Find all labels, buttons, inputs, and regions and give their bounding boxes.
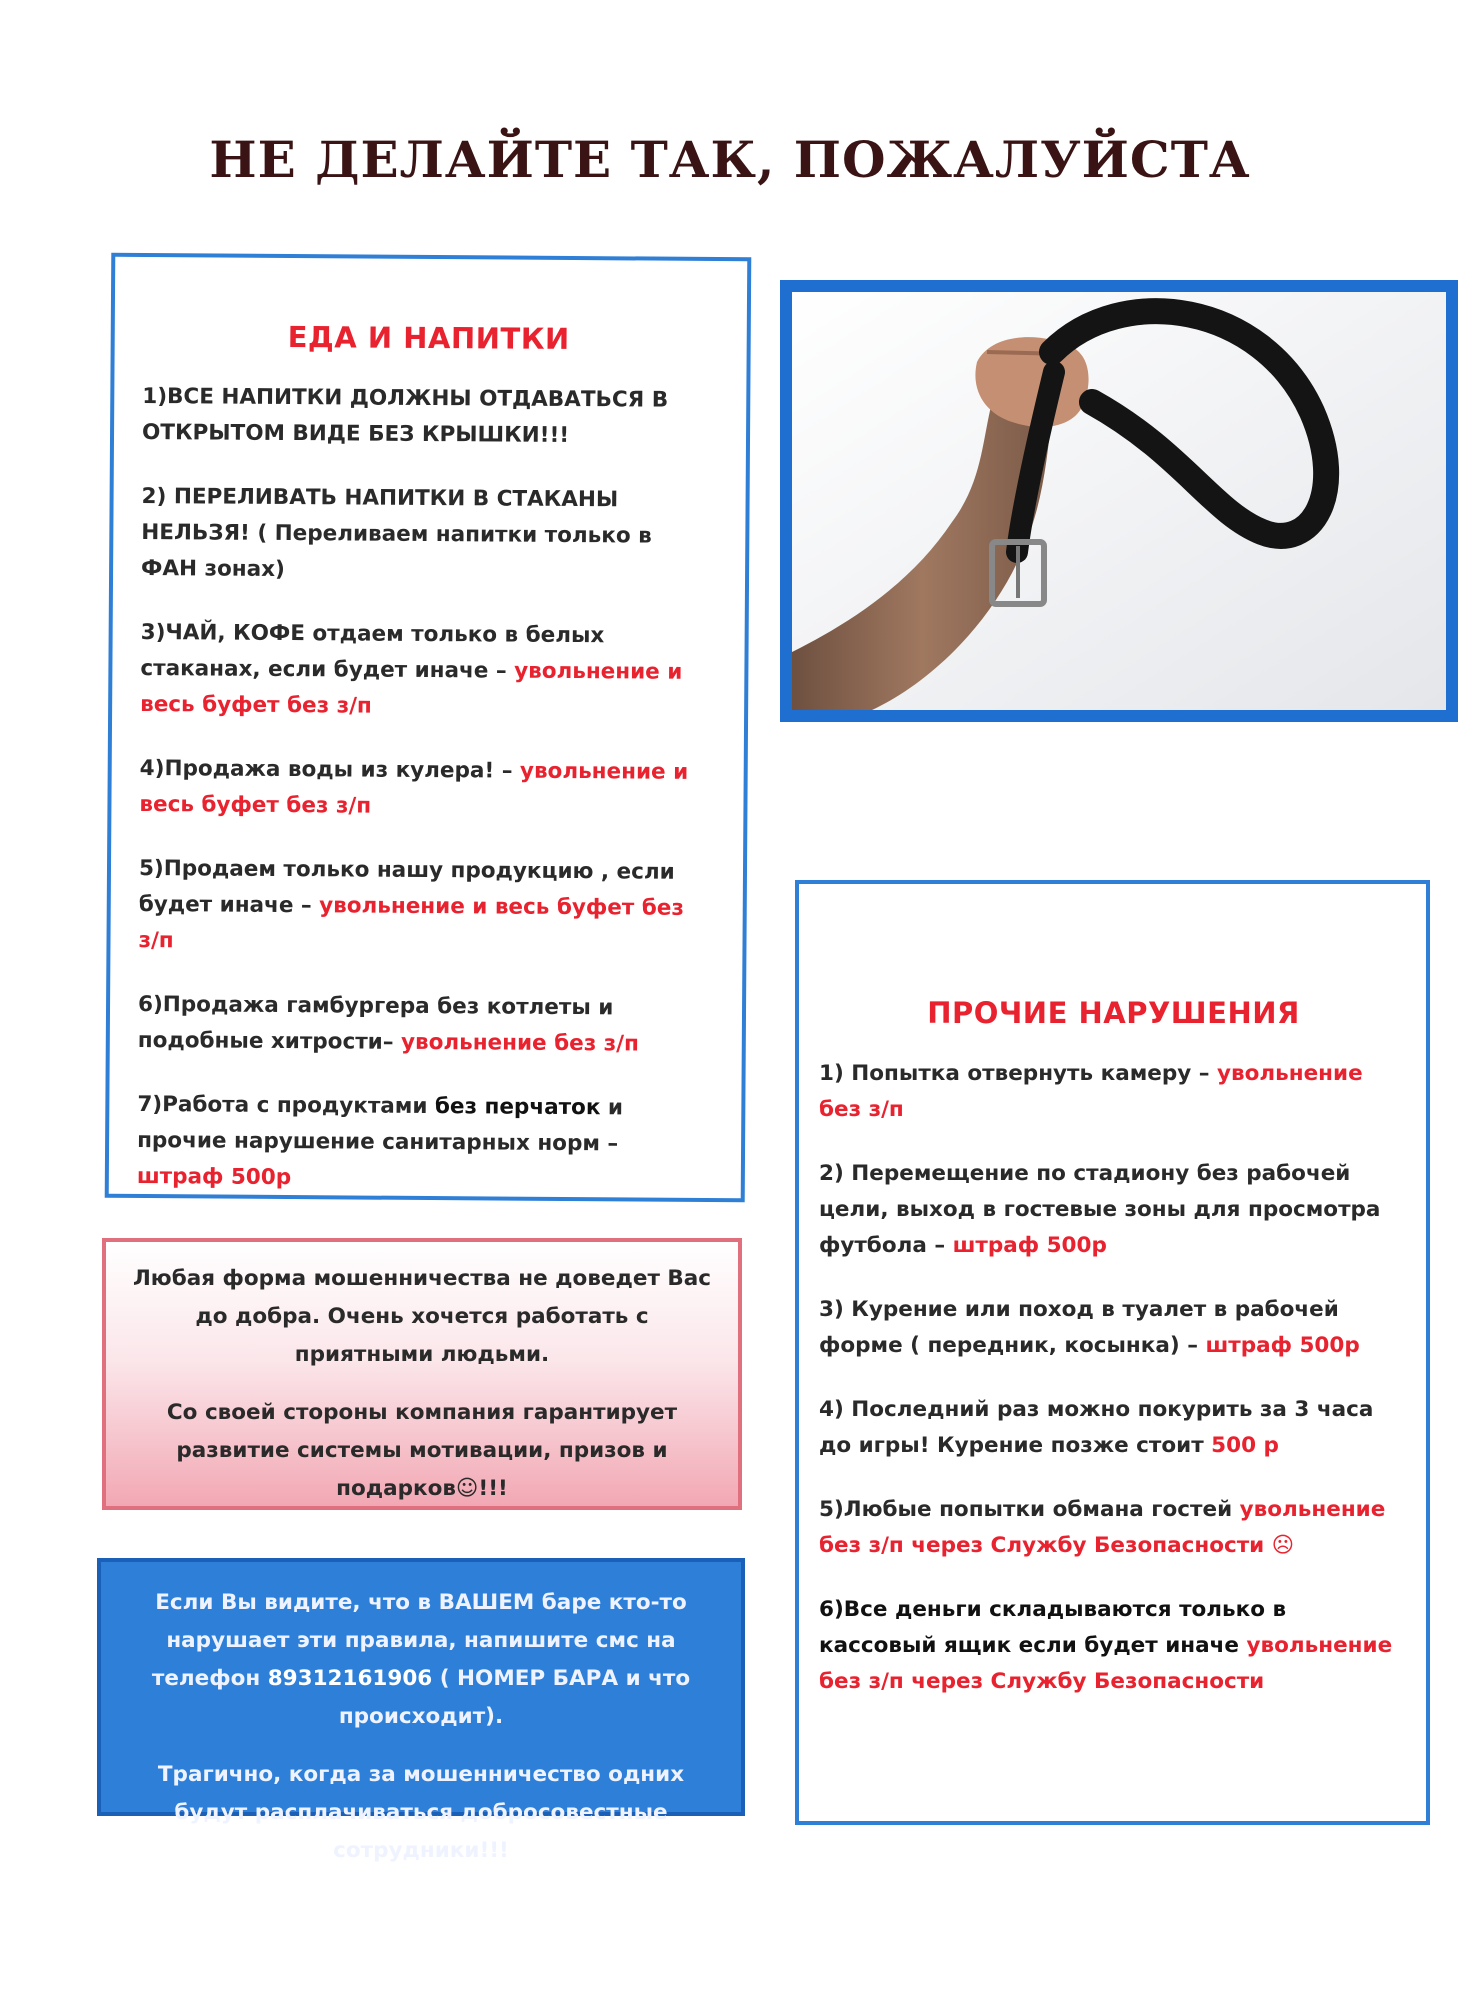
belt-photo: [780, 280, 1458, 722]
page-title: НЕ ДЕЛАЙТЕ ТАК, ПОЖАЛУЙСТА: [209, 130, 1251, 189]
food-rule-3: 3)ЧАЙ, КОФЕ отдаем только в белых стаканах, если будет иначе – увольнение и весь буфет без з/п: [140, 619, 683, 719]
other-violations-section: [795, 880, 1430, 1825]
penalty-text: штраф 500р: [952, 1233, 1107, 1258]
report-notice-text-2: Трагично, когда за мошенничество одних будут расплачиваться добросовестные сотрудники!!!: [157, 1762, 685, 1863]
penalty-text: увольнение без з/п: [819, 1061, 1363, 1122]
food-section-heading: ЕДА И НАПИТКИ: [287, 320, 570, 356]
penalty-text: увольнение и весь буфет без з/п: [140, 658, 683, 719]
food-rule-4: 4)Продажа воды из кулера! – увольнение и весь буфет без з/п: [139, 755, 689, 819]
penalty-text: штраф 500р: [1205, 1333, 1360, 1358]
food-rule-1: 1)ВСЕ НАПИТКИ ДОЛЖНЫ ОТДАВАТЬСЯ В ОТКРЫТОМ ВИДЕ БЕЗ КРЫШКИ!!!: [141, 383, 669, 448]
other-rule-3: 3) Курение или поход в туалет в рабочей форме ( передник, косынка) – штраф 500р: [819, 1297, 1360, 1358]
food-rule-2: 2) ПЕРЕЛИВАТЬ НАПИТКИ В СТАКАНЫ НЕЛЬЗЯ! ( Переливаем напитки только в ФАН зонах): [141, 483, 652, 582]
food-rule-6: 6)Продажа гамбургера без котлеты и подобные хитрости– увольнение без з/п: [137, 991, 640, 1057]
food-rule-5: 5)Продаем только нашу продукцию , если будет иначе – увольнение и весь буфет без з/п: [138, 855, 684, 954]
fraud-notice: [102, 1238, 742, 1510]
other-rule-5: 5)Любые попытки обмана гостей увольнение без з/п через Службу Безопасности ☹: [819, 1497, 1386, 1558]
hand-holding-belt-icon: [792, 292, 1446, 710]
other-rule-2: 2) Перемещение по стадиону без рабочей цели, выход в гостевые зоны для просмотра футбола – штраф 500р: [819, 1161, 1381, 1258]
other-rule-6: 6)Все деньги складываются только в кассовый ящик если будет иначе увольнение без з/п через Службу Безопасности: [819, 1597, 1393, 1694]
penalty-text: увольнение и весь буфет без з/п: [138, 893, 684, 954]
fraud-notice-text-1: Любая форма мошенничества не доведет Вас до добра. Очень хочется работать с приятными людьми.: [132, 1266, 712, 1367]
penalty-text: увольнение без з/п через Службу Безопасности: [819, 1633, 1393, 1694]
report-notice: [97, 1558, 745, 1863]
penalty-text: увольнение и весь буфет без з/п: [139, 758, 689, 819]
penalty-text: увольнение без з/п через Службу Безопасности ☹: [819, 1497, 1386, 1558]
penalty-text: 500 р: [1211, 1433, 1279, 1458]
other-rule-1: 1) Попытка отвернуть камеру – увольнение без з/п: [819, 1061, 1363, 1122]
other-section-heading: ПРОЧИЕ НАРУШЕНИЯ: [927, 996, 1300, 1030]
penalty-text: увольнение без з/п: [400, 1029, 640, 1057]
phone-number: 89312161906: [267, 1666, 433, 1691]
report-notice-text-1: Если Вы видите, что в ВАШЕМ баре кто-то нарушает эти правила, напишите смс на телефон 89312161906 ( НОМЕР БАРА и что происходит).: [151, 1590, 691, 1729]
food-drinks-section: [105, 253, 752, 1202]
food-rule-7: 7)Работа с продуктами без перчаток и прочие нарушение санитарных норм – штраф 500р: [136, 1091, 624, 1191]
fraud-notice-text-2: Со своей стороны компания гарантирует развитие системы мотивации, призов и подарков☺!!!: [166, 1400, 678, 1501]
other-rule-4: 4) Последний раз можно покурить за 3 часа до игры! Курение позже стоит 500 р: [819, 1397, 1374, 1458]
penalty-text: штраф 500р: [136, 1163, 292, 1191]
emphasis-text: без перчаток: [434, 1094, 601, 1121]
